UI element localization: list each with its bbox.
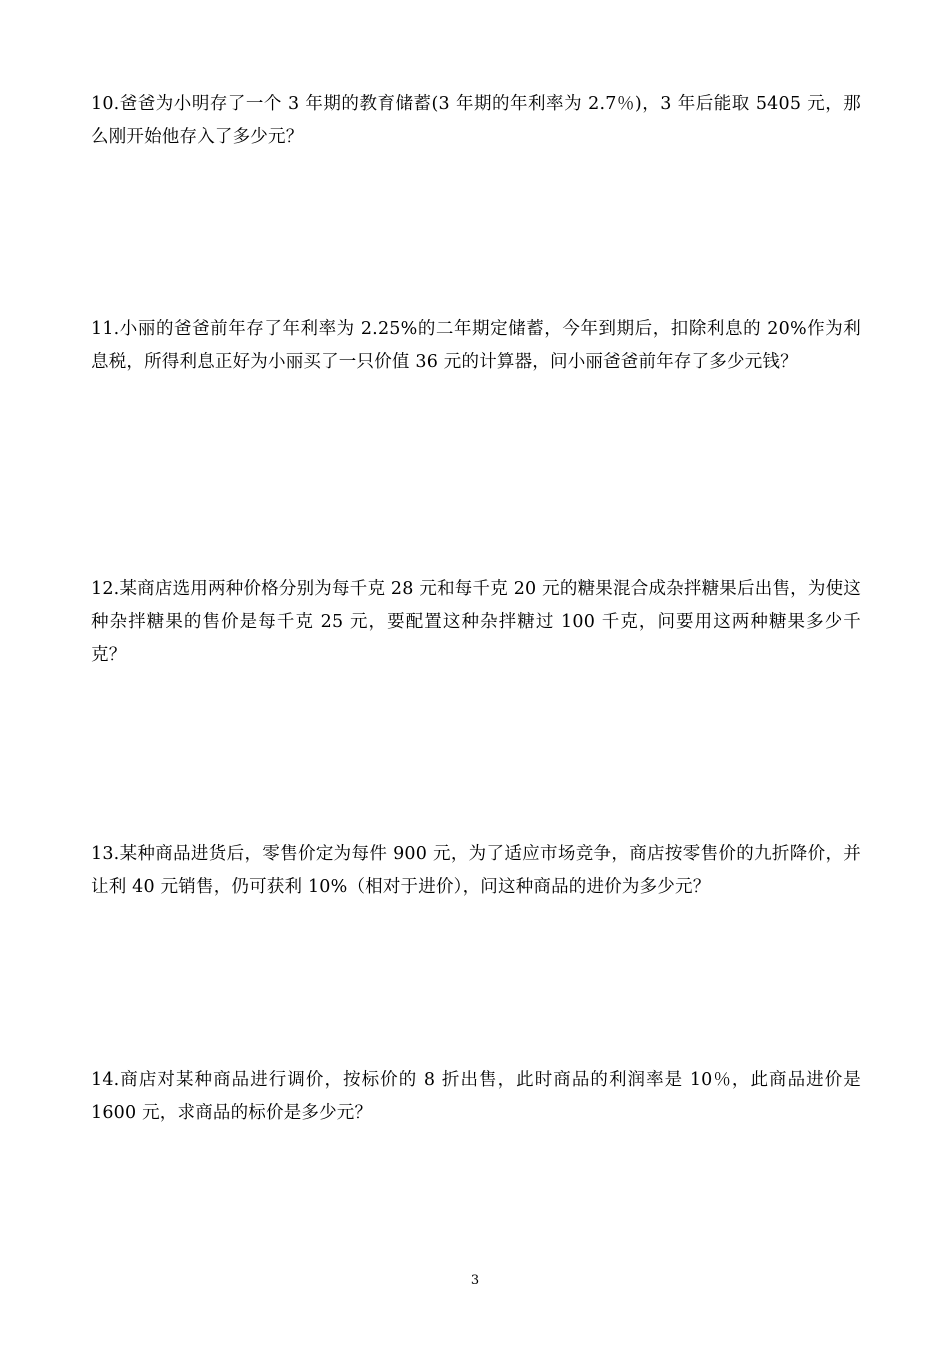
problem-text: 某种商品进货后，零售价定为每件 900 元，为了适应市场竞争，商店按零售价的九折降价，并让利 40 元销售，仍可获利 10%（相对于进价），问这种商品的进价为多少元？ [91,844,861,897]
problem-number: 14. [91,1070,120,1090]
problem-text: 某商店选用两种价格分别为每千克 28 元和每千克 20 元的糖果混合成杂拌糖果后出售，为使这种杂拌糖果的售价是每千克 25 元，要配置这种杂拌糖过 100 千克，问要用这两种糖果多少千克？ [91,579,861,665]
problem-11 [91,313,861,379]
problem-14 [91,1064,861,1130]
problem-text: 小丽的爸爸前年存了年利率为 2.25%的二年期定储蓄，今年到期后，扣除利息的 20%作为利息税，所得利息正好为小丽买了一只价值 36 元的计算器，问小丽爸爸前年存了多少元钱？ [91,319,861,372]
problem-number: 13. [91,844,120,864]
problem-number: 11. [91,319,120,339]
problem-13 [91,838,861,904]
problem-12 [91,573,861,672]
problem-number: 12. [91,579,120,599]
problem-text: 商店对某种商品进行调价，按标价的 8 折出售，此时商品的利润率是 10％，此商品进价是 1600 元，求商品的标价是多少元？ [91,1070,861,1123]
problem-text: 爸爸为小明存了一个 3 年期的教育储蓄(3 年期的年利率为 2.7％)，3 年后能取 5405 元，那么刚开始他存入了多少元？ [91,94,861,147]
page-number: 3 [470,1273,480,1288]
problem-number: 10. [91,94,120,114]
problem-10 [91,88,861,154]
